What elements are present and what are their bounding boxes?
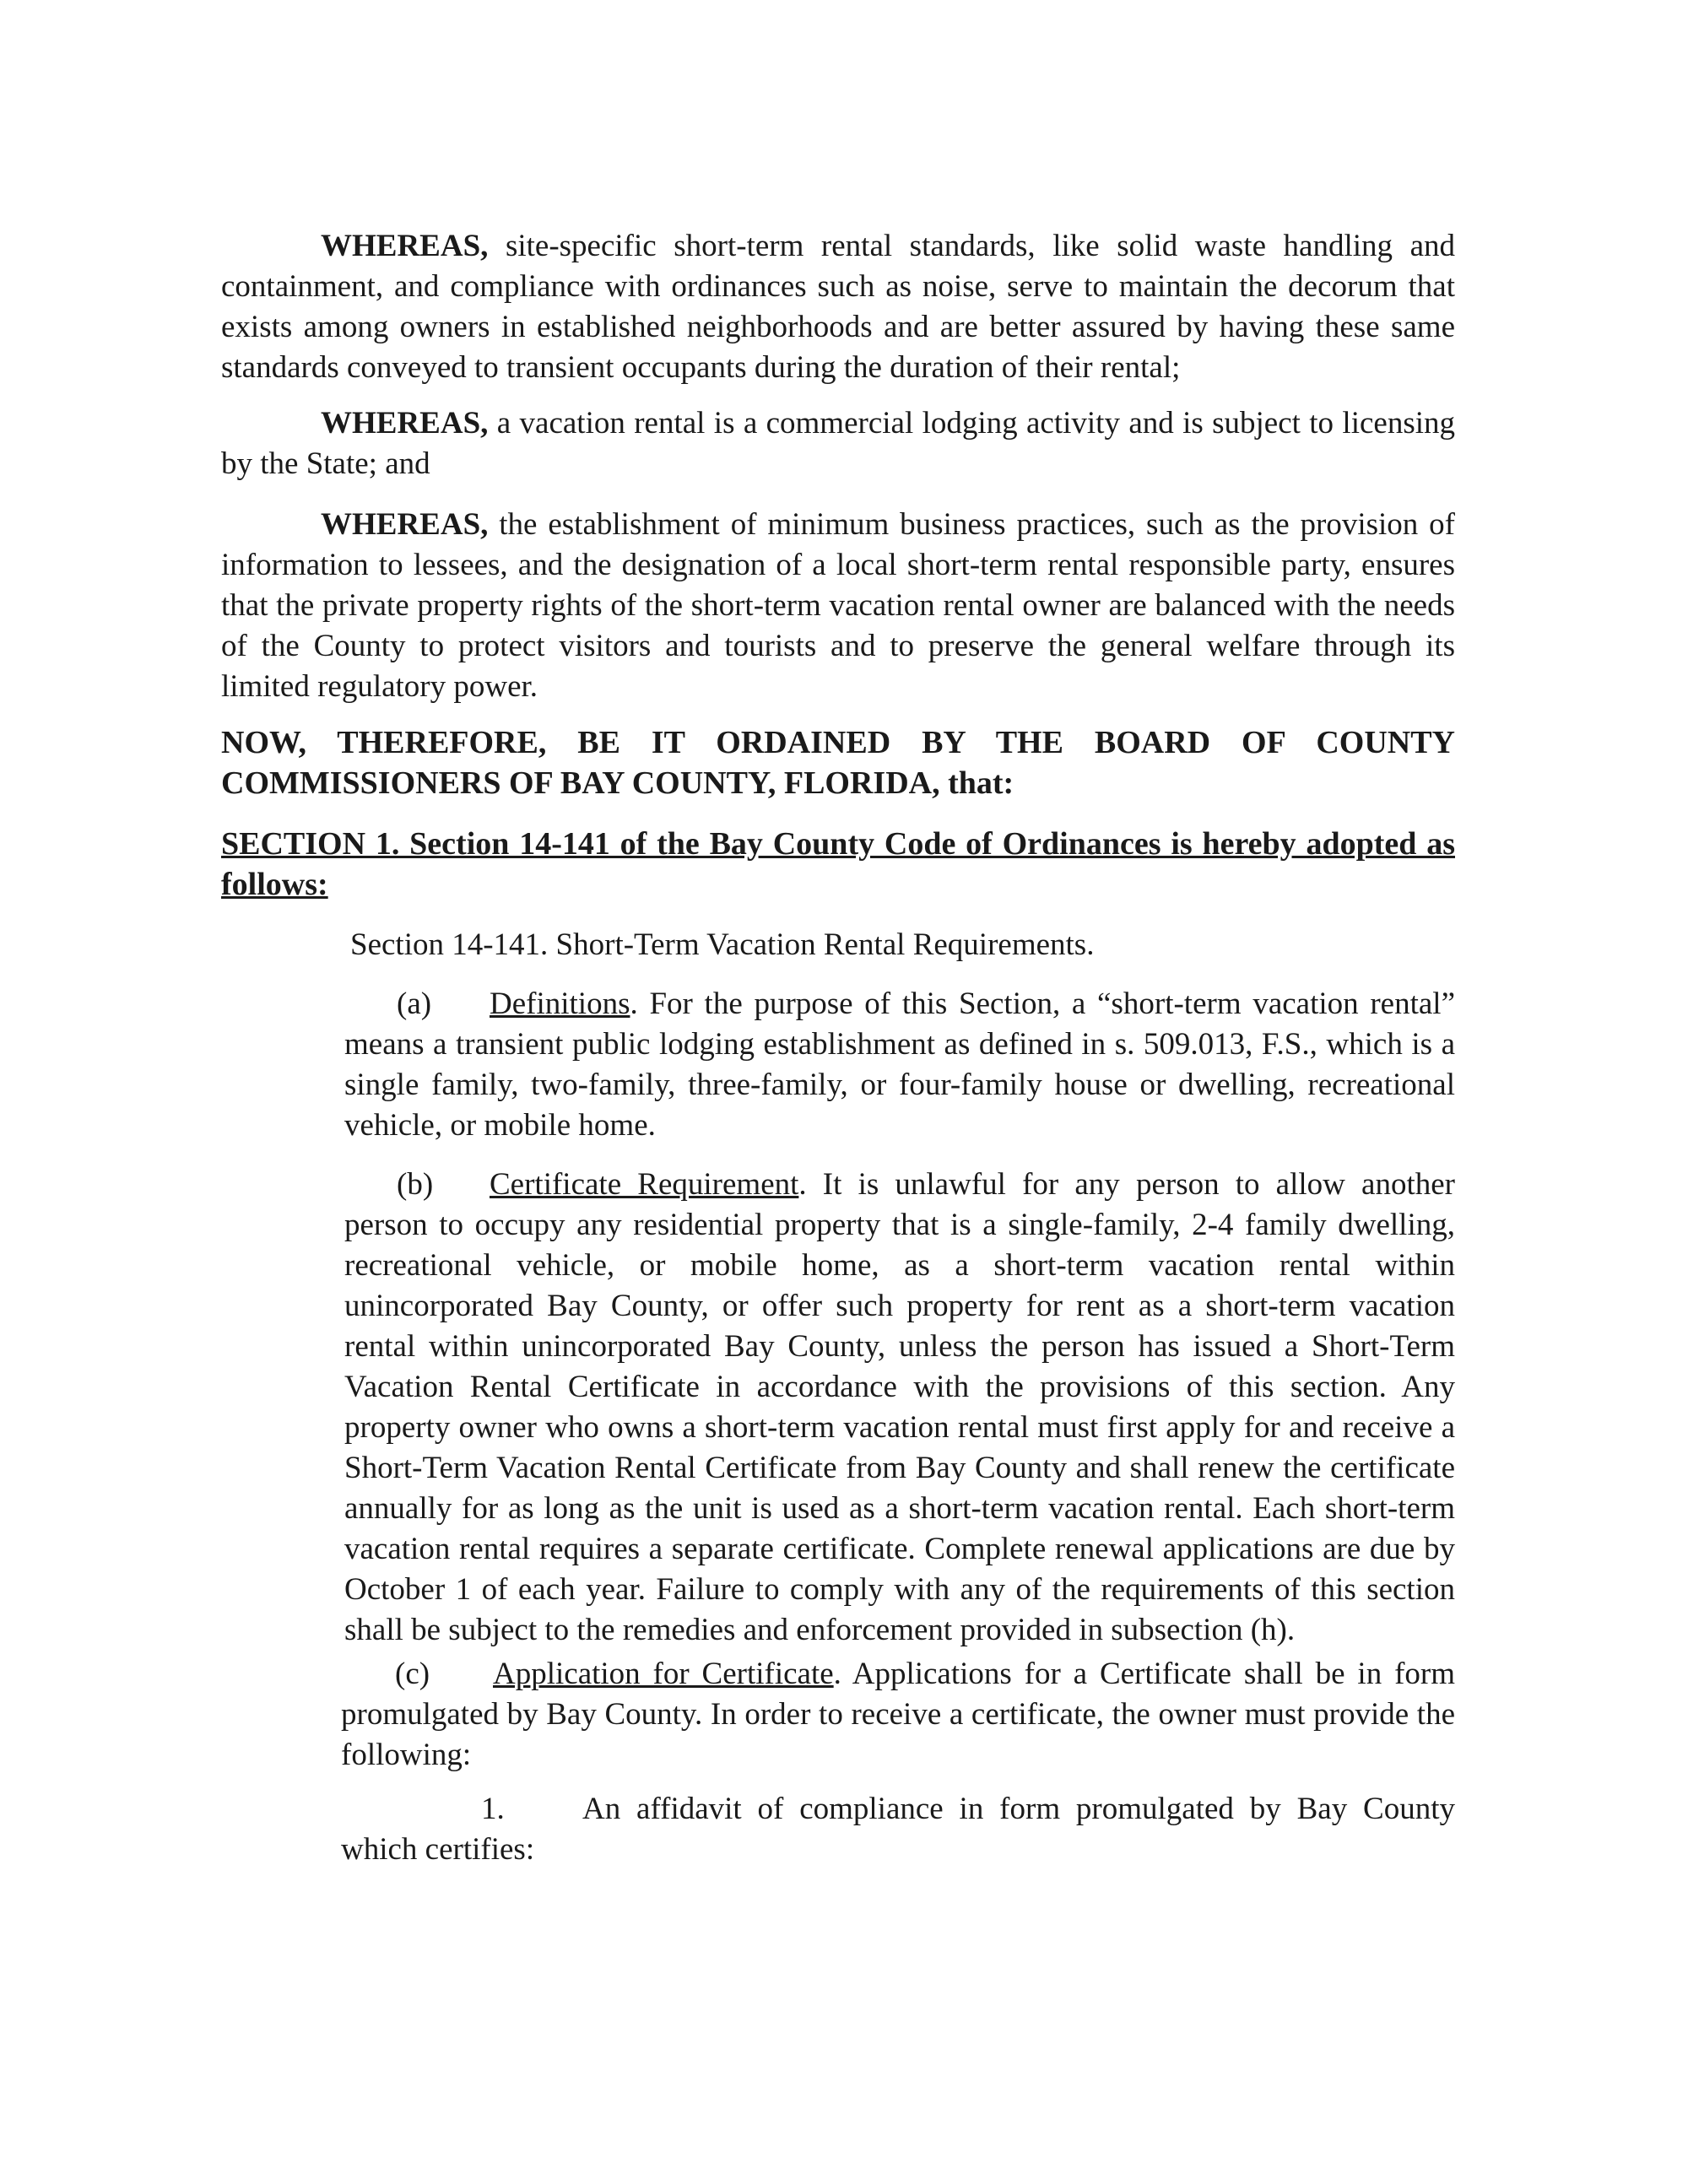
item-c-1 xyxy=(341,1789,1455,1870)
section-1-heading: SECTION 1. Section 14-141 of the Bay County Code of Ordinances is hereby adopted as follows: xyxy=(221,826,1455,902)
subsection-title: Certificate Requirement xyxy=(490,1167,799,1202)
subsection-title: Definitions xyxy=(490,987,630,1021)
whereas-text: a vacation rental is a commercial lodging activity and is subject to licensing by the State; and xyxy=(221,406,1455,481)
whereas-paragraph-2 xyxy=(221,403,1455,484)
subsection-label: (b) xyxy=(397,1167,434,1202)
whereas-text: the establishment of minimum business practices, such as the provision of information to lessees, and the designation of a local short-term rental responsible party, ensures that the private property rights of the short-term vacation rental owner are balanced with the needs of the County to protect visitors and tourists and to preserve the general welfare through its limited regulatory power. xyxy=(221,507,1455,704)
subsection-text: . For the purpose of this Section, a “short-term vacation rental” means a transient public lodging establishment as defined in s. 509.013, F.S., which is a single family, two-family, three-family, or four-family house or dwelling, recreational vehicle, or mobile home. xyxy=(344,987,1455,1143)
whereas-lead: WHEREAS, xyxy=(321,406,489,441)
subsection-title: Application for Certificate xyxy=(493,1657,834,1691)
whereas-lead: WHEREAS, xyxy=(321,229,489,263)
whereas-paragraph-3 xyxy=(221,505,1455,707)
item-label: 1. xyxy=(481,1792,505,1826)
subsection-label: (a) xyxy=(397,987,432,1021)
whereas-lead: WHEREAS, xyxy=(321,507,489,542)
whereas-text: site-specific short-term rental standards, like solid waste handling and containment, and compliance with ordinances such as noise, serve to maintain the decorum that exists among owners in established neighborhoods and are better assured by having these same standards conveyed to transient occupants during the duration of their rental; xyxy=(221,229,1455,385)
subsection-label: (c) xyxy=(395,1657,430,1691)
whereas-paragraph-1 xyxy=(221,226,1455,388)
subsection-text: . Applications for a Certificate shall be in form promulgated by Bay County. In order to receive a certificate, the owner must provide the following: xyxy=(341,1657,1455,1772)
subsection-b xyxy=(344,1165,1455,1651)
subsection-a xyxy=(344,984,1455,1146)
section-title: Section 14-141. Short-Term Vacation Rental Requirements. xyxy=(350,927,1095,962)
subsection-text: . It is unlawful for any person to allow another person to occupy any residential property that is a single-family, 2-4 family dwelling, recreational vehicle, or mobile home, as a short-term vacation rental within unincorporated Bay County, or offer such property for rent as a short-term vacation rental within unincorporated Bay County, unless the person has issued a Short-Term Vacation Rental Certificate in accordance with the provisions of this section. Any property owner who owns a short-term vacation rental must first apply for and receive a Short-Term Vacation Rental Certificate from Bay County and shall renew the certificate annually for as long as the unit is used as a short-term vacation rental. Each short-term vacation rental requires a separate certificate. Complete renewal applications are due by October 1 of each year. Failure to comply with any of the requirements of this section shall be subject to the remedies and enforcement provided in subsection (h). xyxy=(344,1167,1455,1647)
ordained-clause: NOW, THEREFORE, BE IT ORDAINED BY THE BOARD OF COUNTY COMMISSIONERS OF BAY COUNTY, FLORIDA, that: xyxy=(221,725,1455,801)
subsection-c xyxy=(341,1654,1455,1776)
item-text: An affidavit of compliance in form promulgated by Bay County which certifies: xyxy=(341,1792,1455,1867)
